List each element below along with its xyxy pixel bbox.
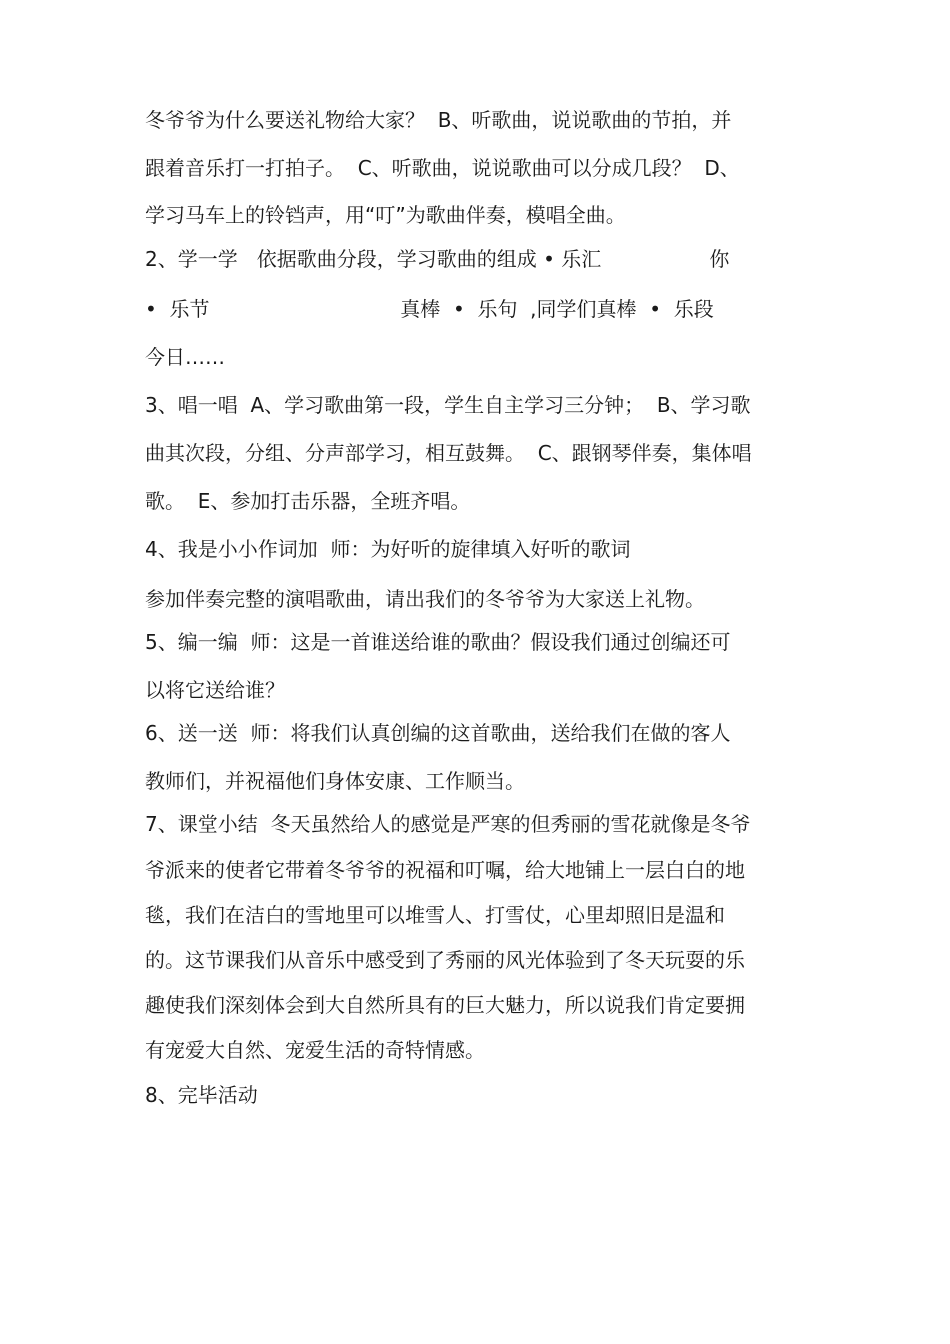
text-line-7: 3、唱一唱 A、学习歌曲第一段，学生自主学习三分钟； B、学习歌 <box>145 393 751 417</box>
text-line-1: 冬爷爷为什么要送礼物给大家？ B、听歌曲，说说歌曲的节拍，并 <box>145 108 732 132</box>
text-line-2: 跟着音乐打一打拍子。 C、听歌曲，说说歌曲可以分成几段？ D、 <box>145 156 740 180</box>
text-line-12: 5、编一编 师：这是一首谁送给谁的歌曲？假设我们通过创编还可 <box>145 630 731 654</box>
text-line-19: 的。这节课我们从音乐中感受到了秀丽的风光体验到了冬天玩耍的乐 <box>145 948 745 972</box>
text-line-6: 今日…… <box>145 345 225 369</box>
text-line-14: 6、送一送 师：将我们认真创编的这首歌曲，送给我们在做的客人 <box>145 721 731 745</box>
text-line-18: 毯，我们在洁白的雪地里可以堆雪人、打雪仗，心里却照旧是温和 <box>145 903 725 927</box>
text-line-17: 爷派来的使者它带着冬爷爷的祝福和叮嘱，给大地铺上一层白白的地 <box>145 858 745 882</box>
text-line-11: 参加伴奏完整的演唱歌曲，请出我们的冬爷爷为大家送上礼物。 <box>145 587 705 611</box>
text-line-10: 4、我是小小作词加 师：为好听的旋律填入好听的歌词 <box>145 537 631 561</box>
text-line-21: 有宠爱大自然、宠爱生活的奇特情感。 <box>145 1038 485 1062</box>
text-line-13: 以将它送给谁？ <box>145 678 285 702</box>
text-line-8: 曲其次段，分组、分声部学习，相互鼓舞。 C、跟钢琴伴奏，集体唱 <box>145 441 752 465</box>
text-line-22: 8、完毕活动 <box>145 1083 258 1107</box>
text-line-3: 学习马车上的铃铛声，用“叮”为歌曲伴奏，模唱全曲。 <box>145 203 626 227</box>
text-line-5: • 乐节 真棒 • 乐句 ,同学们真棒 • 乐段 <box>145 297 714 321</box>
text-line-20: 趣使我们深刻体会到大自然所具有的巨大魅力，所以说我们肯定要拥 <box>145 993 745 1017</box>
text-line-15: 教师们，并祝福他们身体安康、工作顺当。 <box>145 769 525 793</box>
text-line-4: 2、学一学 依据歌曲分段，学习歌曲的组成 • 乐汇 你 <box>145 247 730 271</box>
text-line-9: 歌。 E、参加打击乐器，全班齐唱。 <box>145 489 471 513</box>
text-line-16: 7、课堂小结 冬天虽然给人的感觉是严寒的但秀丽的雪花就像是冬爷 <box>145 812 751 836</box>
